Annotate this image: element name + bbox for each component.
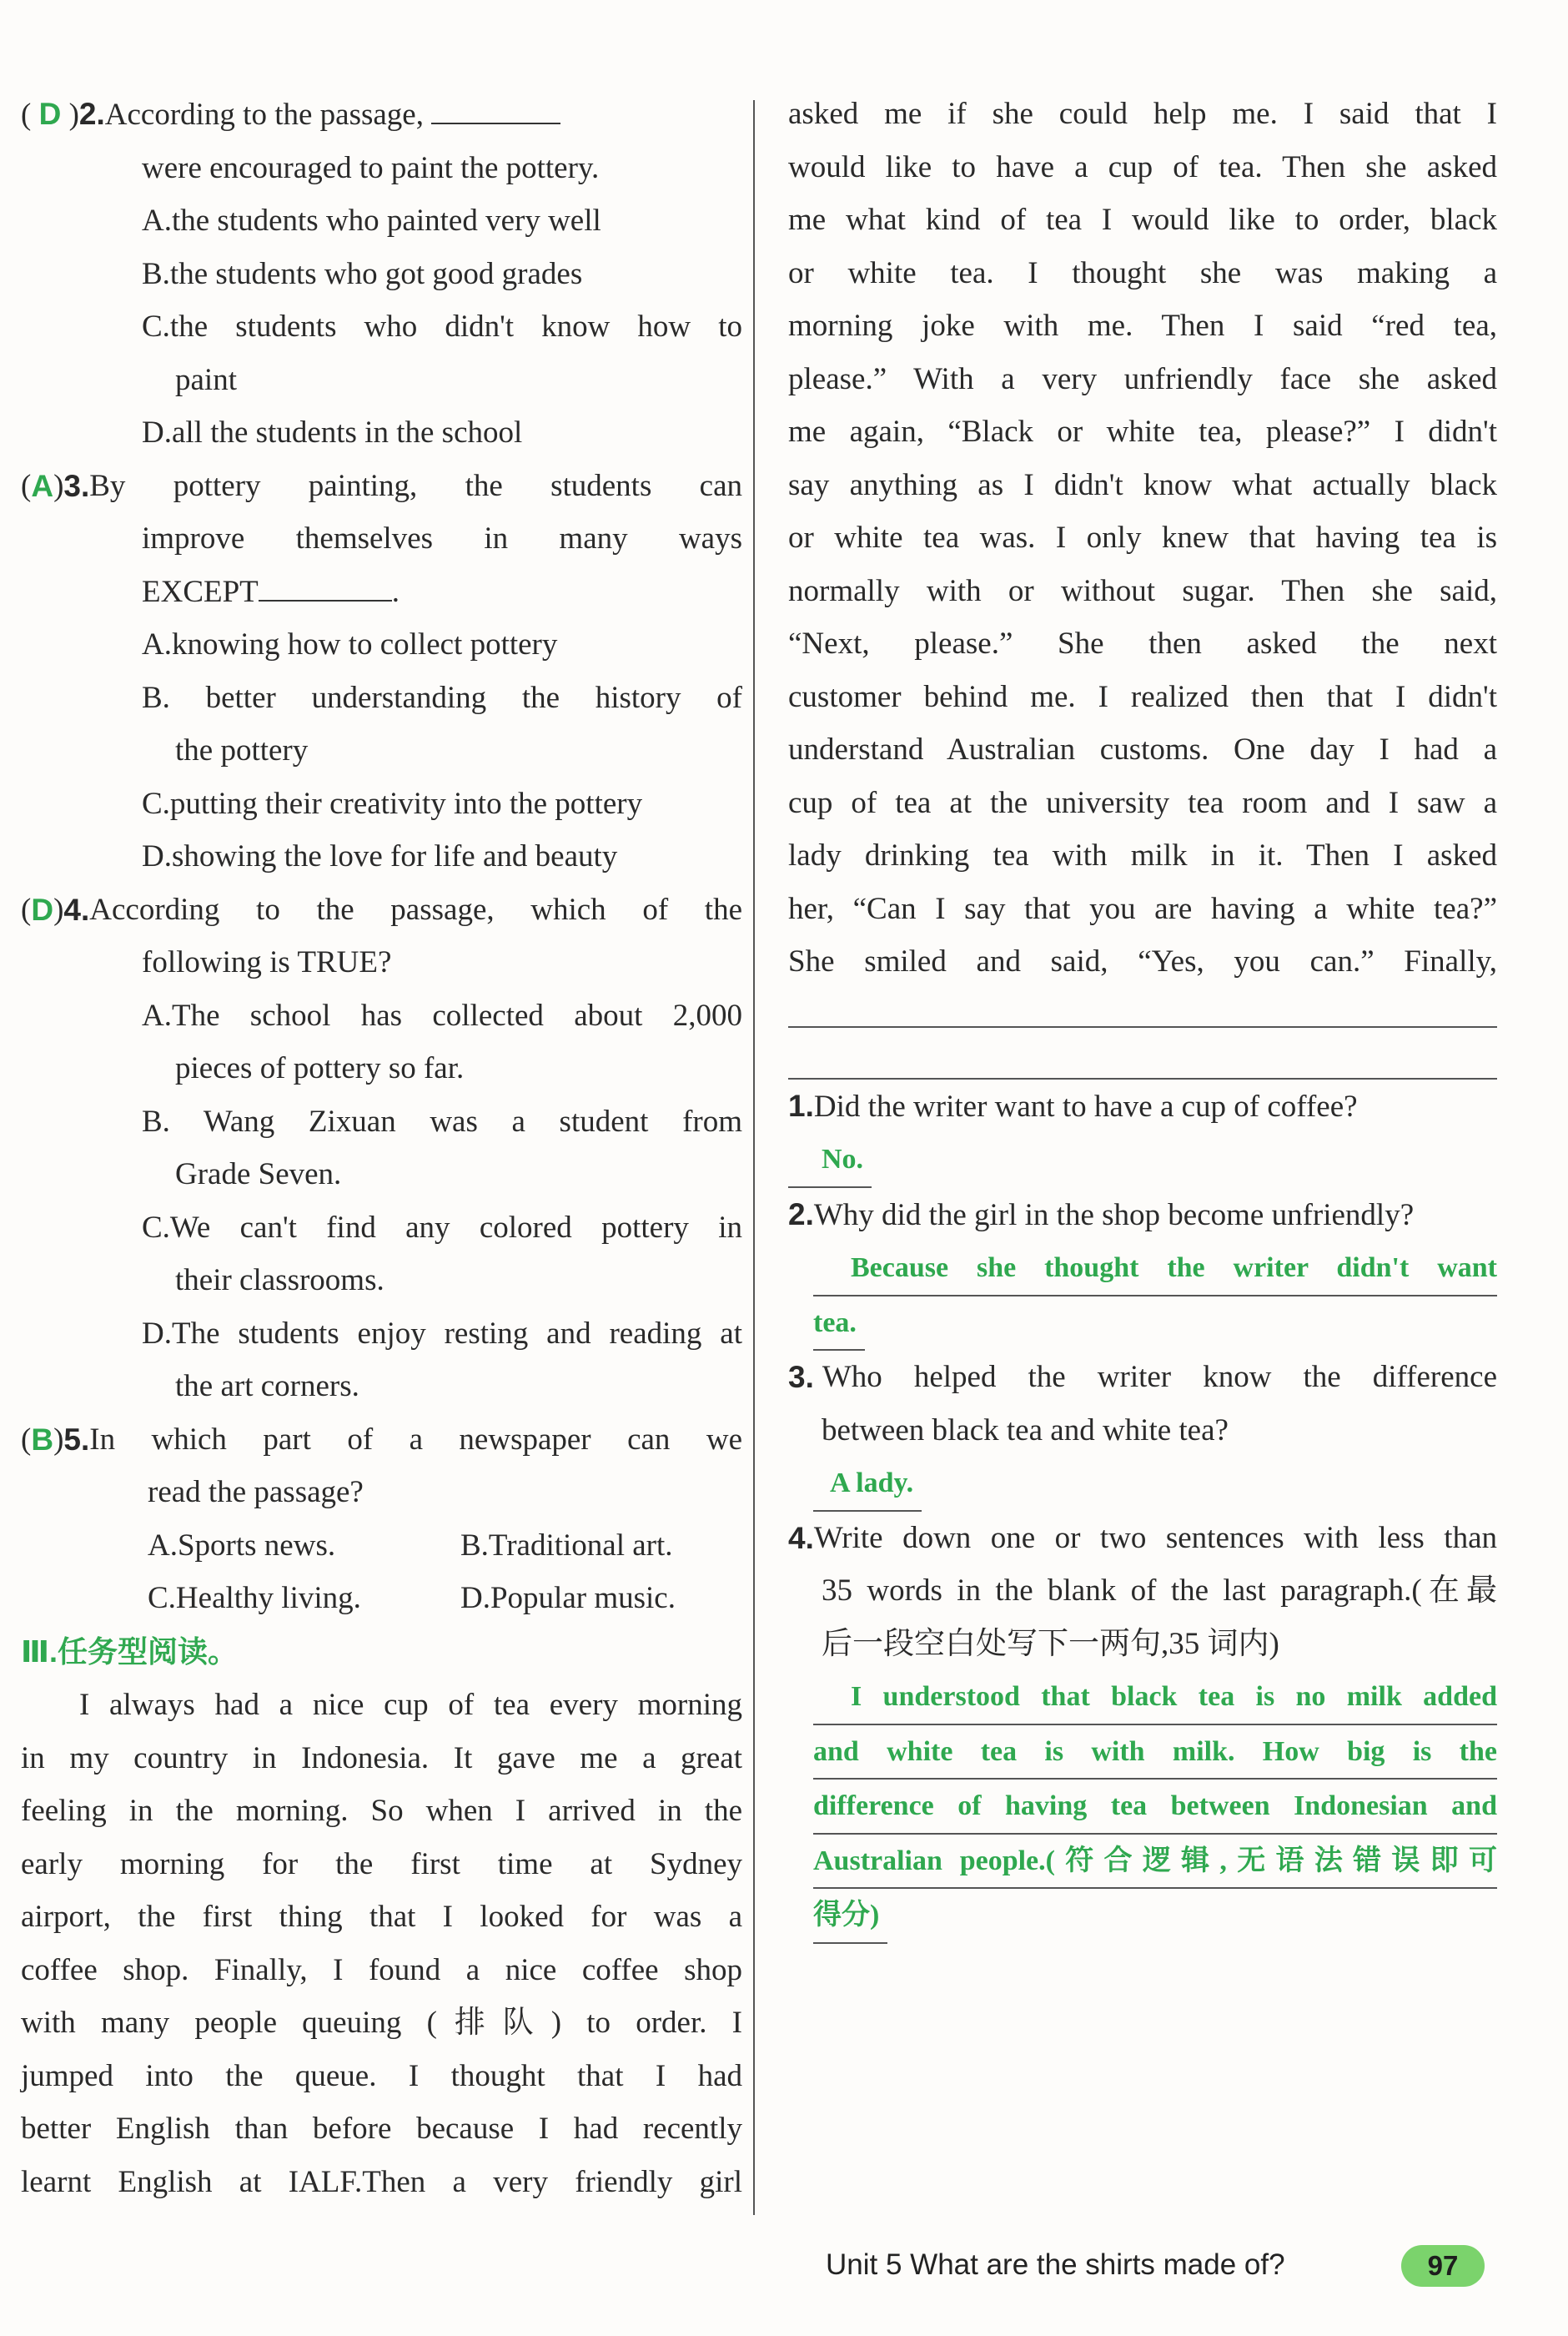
answer-choice: D <box>38 97 62 131</box>
left-column: ( D )2.According to the passage, were encouraged to paint the pottery. A.the students who painted very well B.the students who got good grades C.the students who didn't know how to paint D.all the students in the school ( A ) 3. By pottery painting, the students can improve themselves in many ways EXCEPT . A.knowing how to collect pottery B. better understanding the history of the pottery C.putting their creativity into the pottery D.showing the love for life and beauty ( D ) 4. According to the passage, which of the following is TRUE? A.The school has collected about 2,000 pieces of pottery so far. B. Wang Zixuan was a student from Grade Seven. C.We can't find any colored pottery in their classrooms. D.The students enjoy resting and reading at the art corners. ( B ) 5. In which part of a newspaper can we read the passage? A.Sports news. B.Traditional art. C.Healthy living. D.Popular music. Ⅲ.任务型阅读。 I always had a nice cup of tea every morning in my country in Indonesia. It gave me a great feeling in the morning. So when I arrived in the early morning for the first time at Sydney airport, the first thing that I looked for was a coffee shop. Finally, I found a nice coffee shop with many people queuing (排队) to order. I jumped into the queue. I thought that I had better English than before because I had recently learnt English at IALF.Then a very friendly girl <box>21 88 742 2208</box>
answer-line: tea. <box>813 1296 865 1352</box>
unit-title: Unit 5 What are the shirts made of? <box>826 2248 1285 2281</box>
answer-line: 得分) <box>813 1889 887 1944</box>
option: A.the students who painted very well <box>142 204 601 238</box>
option: D.showing the love for life and beauty <box>142 839 618 873</box>
answer-line: difference of having tea between Indonesian and <box>813 1780 1497 1835</box>
question-5-stem: ( B ) 5. In which part of a newspaper can we <box>21 1413 742 1467</box>
option: B.Traditional art. <box>460 1528 673 1563</box>
option: C.putting their creativity into the pottery <box>142 786 643 821</box>
option: B. better understanding the history of <box>142 680 742 715</box>
rq-4: 4. Write down one or two sentences with less than <box>788 1520 1497 1555</box>
answer-line: No. <box>788 1133 872 1188</box>
answer-line: I understood that black tea is no milk added <box>813 1670 1497 1725</box>
option: C.Healthy living. <box>148 1581 361 1615</box>
question-2-stem: ( D )2.According to the passage, <box>21 88 742 142</box>
rq-2: 2.Why did the girl in the shop become unfriendly? <box>788 1196 1415 1232</box>
answer-choice: A <box>31 468 54 503</box>
answer-blank <box>259 600 392 602</box>
option: C.We can't find any colored pottery in <box>142 1210 742 1245</box>
option: B. Wang Zixuan was a student from <box>142 1104 742 1139</box>
section-title: Ⅲ.任务型阅读。 <box>21 1634 239 1669</box>
option: D.Popular music. <box>460 1581 676 1615</box>
rq-3: 3. Who helped the writer know the difference <box>788 1360 1497 1394</box>
answer-line: Australian people.(符合逻辑,无语法错误即可 <box>813 1835 1497 1890</box>
page-footer <box>826 2248 1543 2298</box>
option: A.knowing how to collect pottery <box>142 627 558 662</box>
answer-line: and white tea is with milk. How big is the <box>813 1725 1497 1780</box>
answer-line: Because she thought the writer didn't want <box>813 1241 1497 1296</box>
passage-right: asked me if she could help me. I said that I would like to have a cup of tea. Then she asked me what kind of tea I would like to order, black or white tea. I thought she was making a morning joke with me. Then I said “red tea, please.” With a very unfriendly face she asked me again, “Black or white tea, please?” I didn't say anything as I didn't know what actually black or white tea was. I only knew that having tea is normally with or without sugar. Then she said, “Next, please.” She then asked the next customer behind me. I realized then that I didn't understand Australian customs. One day I had a cup of tea at the university tea room and I saw a lady drinking tea with milk in it. Then I asked her, “Can I say that you are having a white tea?” She smiled and said, “Yes, you can.” Finally, <box>788 97 1497 979</box>
option: C.the students who didn't know how to <box>142 310 742 344</box>
passage-left: I always had a nice cup of tea every morning in my country in Indonesia. It gave me a great feeling in the morning. So when I arrived in the early morning for the first time at Sydney airport, the first thing that I looked for was a coffee shop. Finally, I found a nice coffee shop with many people queuing (排队) to order. I jumped into the queue. I thought that I had better English than before because I had recently learnt English at IALF.Then a very friendly girl <box>21 1688 742 2199</box>
option: D.The students enjoy resting and reading at <box>142 1316 742 1351</box>
answer-choice: D <box>31 892 54 927</box>
option: B.the students who got good grades <box>142 256 583 291</box>
right-column: asked me if she could help me. I said that I would like to have a cup of tea. Then she asked me what kind of tea I would like to order, black or white tea. I thought she was making a morning joke with me. Then I said “red tea, please.” With a very unfriendly face she asked me again, “Black or white tea, please?” I didn't say anything as I didn't know what actually black or white tea was. I only knew that having tea is normally with or without sugar. Then she said, “Next, please.” She then asked the next customer behind me. I realized then that I didn't understand Australian customs. One day I had a cup of tea at the university tea room and I saw a lady drinking tea with milk in it. Then I asked her, “Can I say that you are having a white tea?” She smiled and said, “Yes, you can.” Finally, 1.Did the writer want to have a cup of coffee? No. 2.Why did the girl in the shop become unfriendly? Because she thought the writer didn't want tea. 3. Who helped the writer know the difference between black tea and white tea? A lady. 4. Write down one or two sentences with less than 35 words in the blank of the last paragraph.(在最 后一段空白处写下一两句,35 词内) I understood that black tea is no milk added and white tea is with milk. How big is the difference of having tea between Indonesian and Australian people.(符合逻辑,无语法错误即可 得分) <box>788 88 1497 1944</box>
option: A.The school has collected about 2,000 <box>142 998 742 1033</box>
answer-choice: B <box>31 1422 54 1457</box>
answer-blank <box>431 123 560 124</box>
question-4-stem: ( D ) 4. According to the passage, which of the <box>21 884 742 937</box>
column-divider <box>753 100 755 2215</box>
question-3-stem: ( A ) 3. By pottery painting, the students can <box>21 460 742 513</box>
option: A.Sports news. <box>148 1528 336 1563</box>
rq-1: 1.Did the writer want to have a cup of coffee? <box>788 1088 1358 1124</box>
answer-line: A lady. <box>813 1457 922 1512</box>
option: D.all the students in the school <box>142 415 523 450</box>
page-number: 97 <box>1401 2245 1485 2287</box>
